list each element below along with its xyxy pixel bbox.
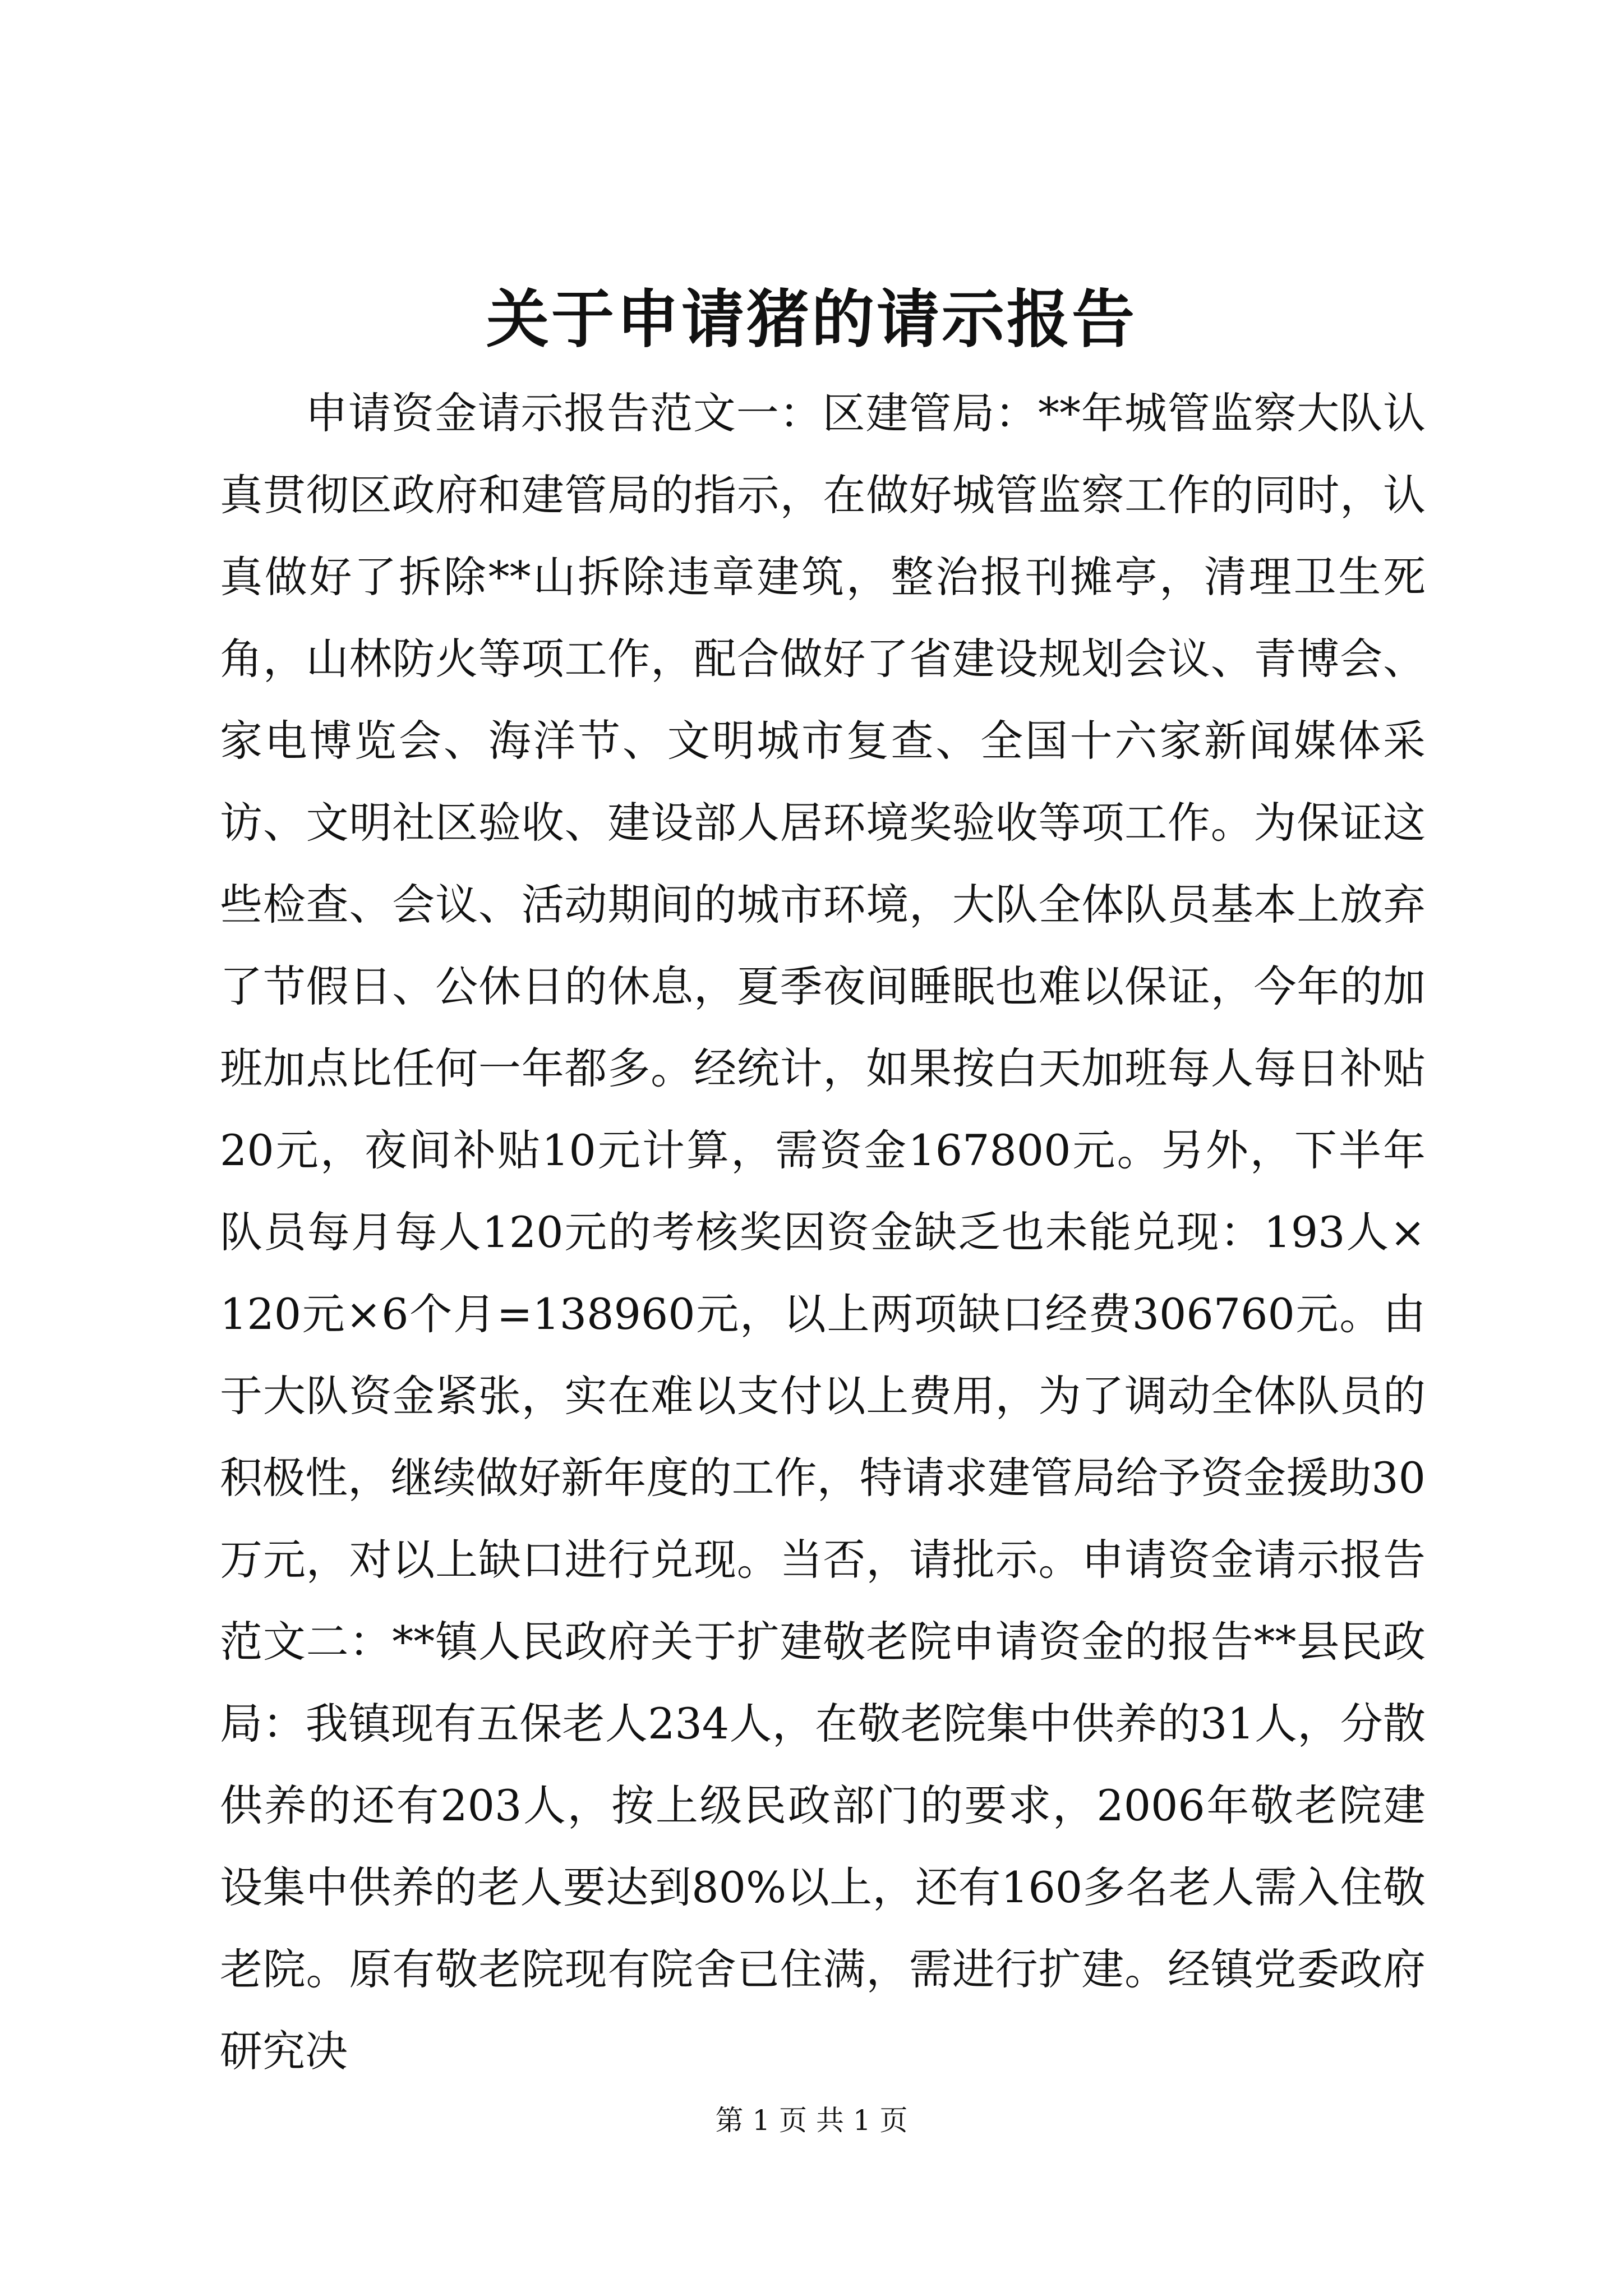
document-title: 关于申请猪的请示报告 xyxy=(486,283,1137,356)
page-footer: 第 1 页 共 1 页 xyxy=(715,2104,908,2137)
document-body: 申请资金请示报告范文一：区建管局：**年城管监察大队认真贯彻区政府和建管局的指示，在做好城管监察工作的同时，认真做好了拆除**山拆除违章建筑，整治报刊摊亭，清理卫生死角，山林防火等项工作，配合做好了省建设规划会议、青博会、家电博览会、海洋节、文明城市复查、全国十六家新闻媒体采访、文明社区验收、建设部人居环境奖验收等项工作。为保证这些检查、会议、活动期间的城市环境，大队全体队员基本上放弃了节假日、公休日的休息，夏季夜间睡眠也难以保证，今年的加班加点比任何一年都多。经统计，如果按白天加班每人每日补贴20元，夜间补贴10元计算，需资金167800元。另外，下半年队员每月每人120元的考核奖因资金缺乏也未能兑现：193人×120元×6个月=138960元，以上两项缺口经费306760元。由于大队资金紧张，实在难以支付以上费用，为了调动全体队员的积极性，继续做好新年度的工作，特请求建管局给予资金援助30万元，对以上缺口进行兑现。当否，请批示。申请资金请示报告范文二：**镇人民政府关于扩建敬老院申请资金的报告**县民政局：我镇现有五保老人234人，在敬老院集中供养的31人，分散供养的还有203人，按上级民政部门的要求，2006年敬老院建设集中供养的老人要达到80%以上，还有160多名老人需入住敬老院。原有敬老院现有院舍已住满，需进行扩建。经镇党委政府研究决 xyxy=(220,388,1426,2076)
